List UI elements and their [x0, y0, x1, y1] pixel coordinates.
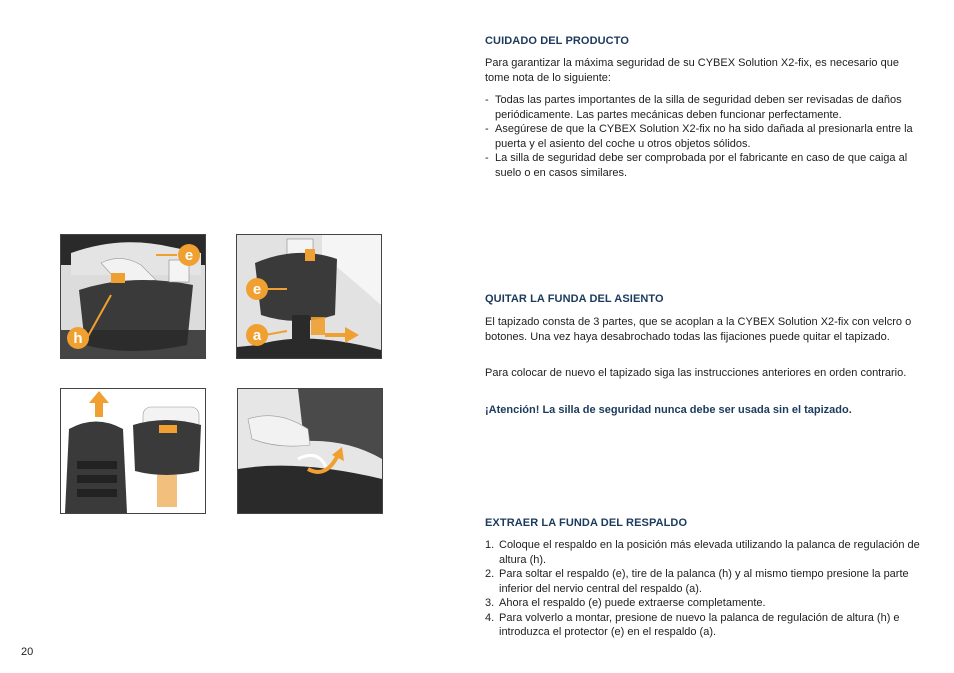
- care-item-text: La silla de seguridad debe ser comprobada por el fabricante en caso de que caiga al suelo o en casos similares.: [495, 152, 908, 179]
- care-item-1: [485, 93, 925, 122]
- step-text: Para soltar el respaldo (e), tire de la palanca (h) y al mismo tiempo presione la parte inferior del nervio central del respaldo (a).: [499, 568, 909, 595]
- remove-cover-para1: El tapizado consta de 3 partes, que se acoplan a la CYBEX Solution X2-fix con velcro o botones. Una vez haya desabrochado todas las fijaciones puede quitar el tapizado.: [485, 316, 912, 343]
- figure-1: [60, 234, 206, 359]
- backrest-steps: [485, 538, 925, 640]
- care-item-3: [485, 151, 925, 180]
- step-text: Ahora el respaldo (e) puede extraerse completamente.: [499, 597, 766, 609]
- care-item-2: [485, 122, 925, 151]
- dash-marker: -: [485, 152, 489, 164]
- remove-cover-warning: ¡Atención! La silla de seguridad nunca debe ser usada sin el tapizado.: [485, 404, 852, 416]
- care-item-text: Asegúrese de que la CYBEX Solution X2-fix no ha sido dañada al presionarla entre la puerta y el asiento del coche u otros objetos sólidos.: [495, 123, 913, 150]
- figure-2-illustration: [237, 235, 381, 358]
- backrest-step-3: [485, 596, 925, 611]
- label-a: a: [252, 327, 262, 344]
- figure-2: [236, 234, 382, 359]
- label-h: h: [73, 330, 83, 347]
- remove-cover-heading: QUITAR LA FUNDA DEL ASIENTO: [485, 293, 664, 305]
- step-text: Para volverlo a montar, presione de nuevo la palanca de regulación de altura (h) e introduzca el protector (e) en el respaldo (a).: [499, 611, 900, 638]
- backrest-step-2: [485, 567, 925, 596]
- figure-1-illustration: [61, 235, 205, 358]
- care-item-text: Todas las partes importantes de la silla de seguridad deben ser revisadas de daños periódicamente. Las partes mecánicas deben funcionar perfectamente.: [495, 94, 902, 121]
- care-list: [485, 93, 925, 180]
- page-number: 20: [21, 646, 34, 658]
- care-heading: CUIDADO DEL PRODUCTO: [485, 35, 629, 47]
- dash-marker: -: [485, 123, 489, 135]
- backrest-heading: EXTRAER LA FUNDA DEL RESPALDO: [485, 517, 688, 529]
- label-e: e: [252, 281, 262, 298]
- step-number: 4.: [485, 611, 495, 624]
- step-number: 1.: [485, 539, 495, 551]
- step-number: 3.: [485, 597, 495, 609]
- figure-3: [60, 388, 206, 514]
- label-e: e: [184, 247, 194, 264]
- step-number: 2.: [485, 568, 495, 580]
- step-text: Coloque el respaldo en la posición más elevada utilizando la palanca de regulación de altura (h).: [499, 539, 920, 566]
- backrest-step-4: [485, 611, 925, 640]
- figure-4-illustration: [238, 389, 382, 513]
- figure-4: [237, 388, 383, 514]
- backrest-step-1: [485, 538, 925, 567]
- care-intro: Para garantizar la máxima seguridad de su CYBEX Solution X2-fix, es necesario que tome nota de lo siguiente:: [485, 57, 899, 84]
- remove-cover-para2: Para colocar de nuevo el tapizado siga las instrucciones anteriores en orden contrario.: [485, 367, 907, 379]
- figure-3-illustration: [61, 389, 205, 513]
- dash-marker: -: [485, 94, 489, 106]
